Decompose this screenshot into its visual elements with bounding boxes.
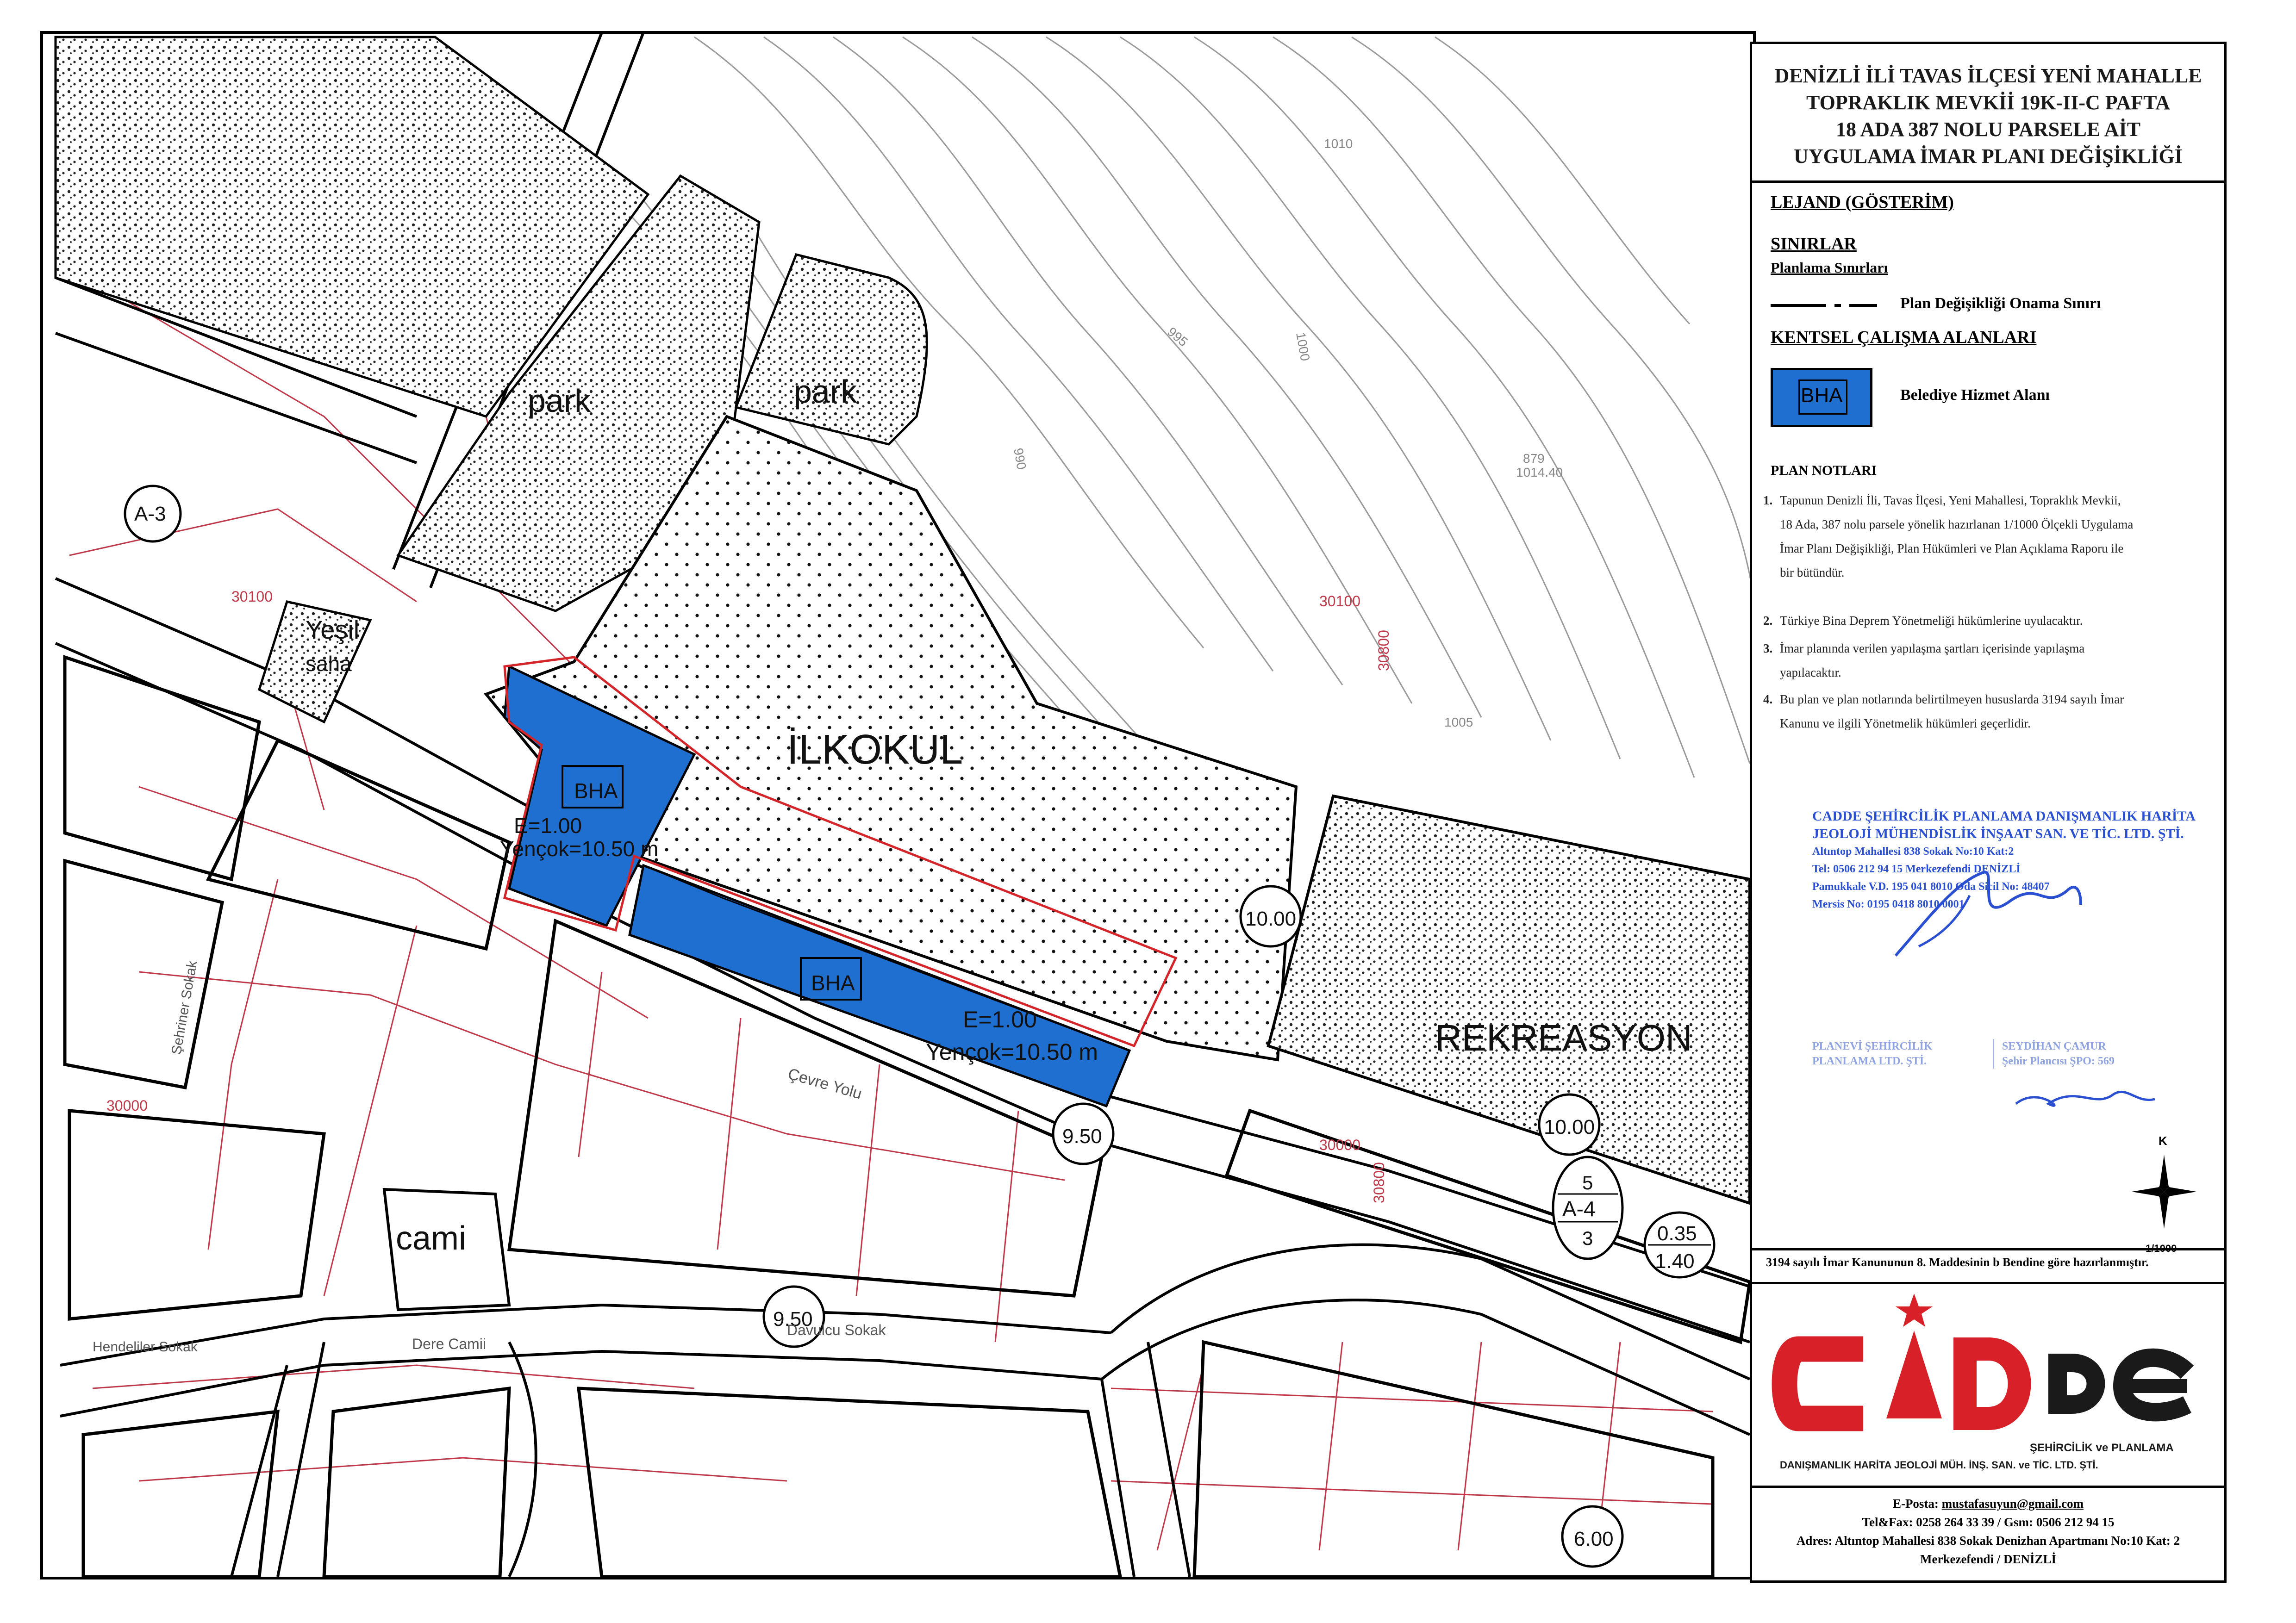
title-line-1: DENİZLİ İLİ TAVAS İLÇESİ YENİ MAHALLE [1774,64,2202,87]
grid-label-5: 30800 [1375,630,1392,671]
contour-label-2: 1000 [1293,331,1313,362]
bha-swatch-code: BHA [1801,384,1843,407]
email-value: mustafasuyun@gmail.com [1941,1497,2084,1511]
boundary-label: Plan Değişikliği Onama Sınırı [1900,295,2101,312]
email-label: E-Posta: [1892,1497,1939,1511]
boundary-line-icon [1771,301,1882,310]
a4-top: 5 [1582,1172,1593,1194]
e-label-2: E=1.00 [963,1007,1037,1032]
spot-height-2: 1014.40 [1516,465,1563,479]
street-label-2: Dere Camii [412,1336,487,1352]
legend-sub-planlama: Planlama Sınırları [1771,259,1888,276]
company-stamp: CADDE ŞEHİRCİLİK PLANLAMA DANIŞMANLIK HARİTA JEOLOJİ MÜHENDİSLİK İNŞAAT SAN. VE TİC. LTD. ŞTİ. Altıntop Mahallesi 838 Sokak No:10 Kat:2 Tel: 0506 212 94 15 Merkezefendi DENİZLİ Pamukkale V.D. 195 041 8010 Oda Sicil No: 48407 Mersis No: 0195 0418 8010 0001 [1812,808,2196,910]
logo-tagline-2: DANIŞMANLIK HARİTA JEOLOJİ MÜH. İNŞ. SAN. ve TİC. LTD. ŞTİ. [1780,1459,2098,1471]
law-reference: 3194 sayılı İmar Kanununun 8. Maddesinin b Bendine göre hazırlanmıştır. [1766,1256,2149,1269]
a4-label: A-4 [1562,1197,1596,1221]
title-block [1752,44,2224,183]
note-2: 2. Türkiye Bina Deprem Yönetmeliği hükümlerine uyulacaktır. [1763,614,2083,628]
legend-section-sinirlar: SINIRLAR [1771,234,1857,254]
title-line-2: TOPRAKLIK MEVKİİ 19K-II-C PAFTA [1806,91,2170,114]
bha-label-1: BHA [574,779,618,803]
note-4: 4. Bu plan ve plan notlarında belirtilmeyen hususlarda 3194 sayılı İmar Kanunu ve ilgili Yönetmelik hükümleri geçerlidir. [1763,692,2124,730]
planner-stamp: SEYDİHAN ÇAMUR Şehir Plancısı ŞPO: 569 [2002,1040,2115,1067]
grid-label-4: 30000 [1319,1137,1360,1153]
spot-height-1: 879 [1523,451,1545,466]
contour-label-4: 1005 [1444,715,1473,729]
rekreasyon-label: REKREASYON [1435,1017,1692,1058]
legend-section-kentsel: KENTSEL ÇALIŞMA ALANLARI [1771,328,2037,347]
road-width-2: 10.00 [1544,1116,1595,1138]
north-arrow-icon [2132,1145,2196,1238]
cadde-logo-icon [1771,1293,2215,1446]
north-label: K [2159,1134,2167,1148]
yesil-label-2: saha [306,652,352,676]
street-label-1: Çevre Yolu [786,1065,864,1103]
taks-label: 0.35 [1657,1222,1697,1245]
cami-label: cami [396,1220,467,1257]
note-1: 1. Tapunun Denizli İli, Tavas İlçesi, Yeni Mahallesi, Topraklık Mevkii, 18 Ada, 387 nolu parsele yönelik hazırlanan 1/1000 Ölçekli Uygulama İmar Planı Değişikliği, Plan Hükümleri ve Plan Açıklama Raporu ile bir bütündür. [1763,493,2134,579]
park-label-1: park [528,383,591,419]
street-label-4: Hendeliler Sokak [93,1339,198,1355]
title-legend-panel [1750,42,2227,1583]
legend-heading: LEJAND (GÖSTERİM) [1771,193,1954,212]
street-label-5: Şehriner Sokak [168,959,200,1056]
contour-label-5: 990 [1011,447,1029,471]
street-label-3: Davulcu Sokak [787,1322,886,1338]
title-line-4: UYGULAMA İMAR PLANI DEĞİŞİKLİĞİ [1794,145,2183,168]
scale-label: 1/1000 [2146,1243,2177,1254]
note-3: 3. İmar planında verilen yapılaşma şartları içerisinde yapılaşma yapılacaktır. [1763,641,2085,679]
notes-heading: PLAN NOTLARI [1771,463,1877,478]
contour-label-1: 1010 [1324,137,1353,151]
signature-1 [1891,863,2085,965]
planevi-stamp: PLANEVİ ŞEHİRCİLİK PLANLAMA LTD. ŞTİ. [1812,1039,1994,1069]
address-line-1: Adres: Altıntop Mahallesi 838 Sokak Denizhan Apartmanı No:10 Kat: 2 [1796,1534,2180,1548]
grid-label-3: 30000 [106,1097,148,1114]
a4-bottom: 3 [1582,1227,1593,1249]
grid-label-6: 30800 [1371,1162,1387,1203]
company-logo-block [1752,1284,2224,1488]
logo-tagline-1: ŞEHİRCİLİK ve PLANLAMA [2030,1442,2174,1454]
bha-swatch [1771,368,1872,427]
yencok-label-1: Yençok=10.50 m [500,837,659,861]
road-width-1: 10.00 [1245,908,1297,930]
yesil-label-1: Yeşil [306,615,360,644]
bha-label-2: BHA [811,971,855,995]
title-line-3: 18 ADA 387 NOLU PARSELE AİT [1835,118,2141,141]
park-label-2: park [794,373,857,410]
road-width-4: 9.50 [773,1308,813,1331]
legend-block [1752,183,2224,1284]
park-area-right [736,255,927,444]
road-width-3: 9.50 [1062,1125,1102,1148]
signature-2 [2011,1076,2159,1122]
a3-label: A-3 [134,503,166,525]
contact-block [1752,1488,2224,1580]
address-line-2: Merkezefendi / DENİZLİ [1920,1552,2056,1566]
e-label-1: E=1.00 [514,814,582,838]
bha-legend-label: Belediye Hizmet Alanı [1900,386,2050,404]
phone: Tel&Fax: 0258 264 33 39 / Gsm: 0506 212 94 15 [1862,1515,2115,1529]
grid-label-1: 30100 [231,588,273,605]
kaks-label: 1.40 [1655,1250,1695,1273]
grid-label-2: 30100 [1319,593,1360,609]
contour-label-3: 995 [1165,324,1191,349]
yencok-label-2: Yençok=10.50 m [926,1039,1098,1065]
road-width-5: 6.00 [1574,1528,1614,1550]
ilkokul-label: İLKOKUL [787,727,963,773]
